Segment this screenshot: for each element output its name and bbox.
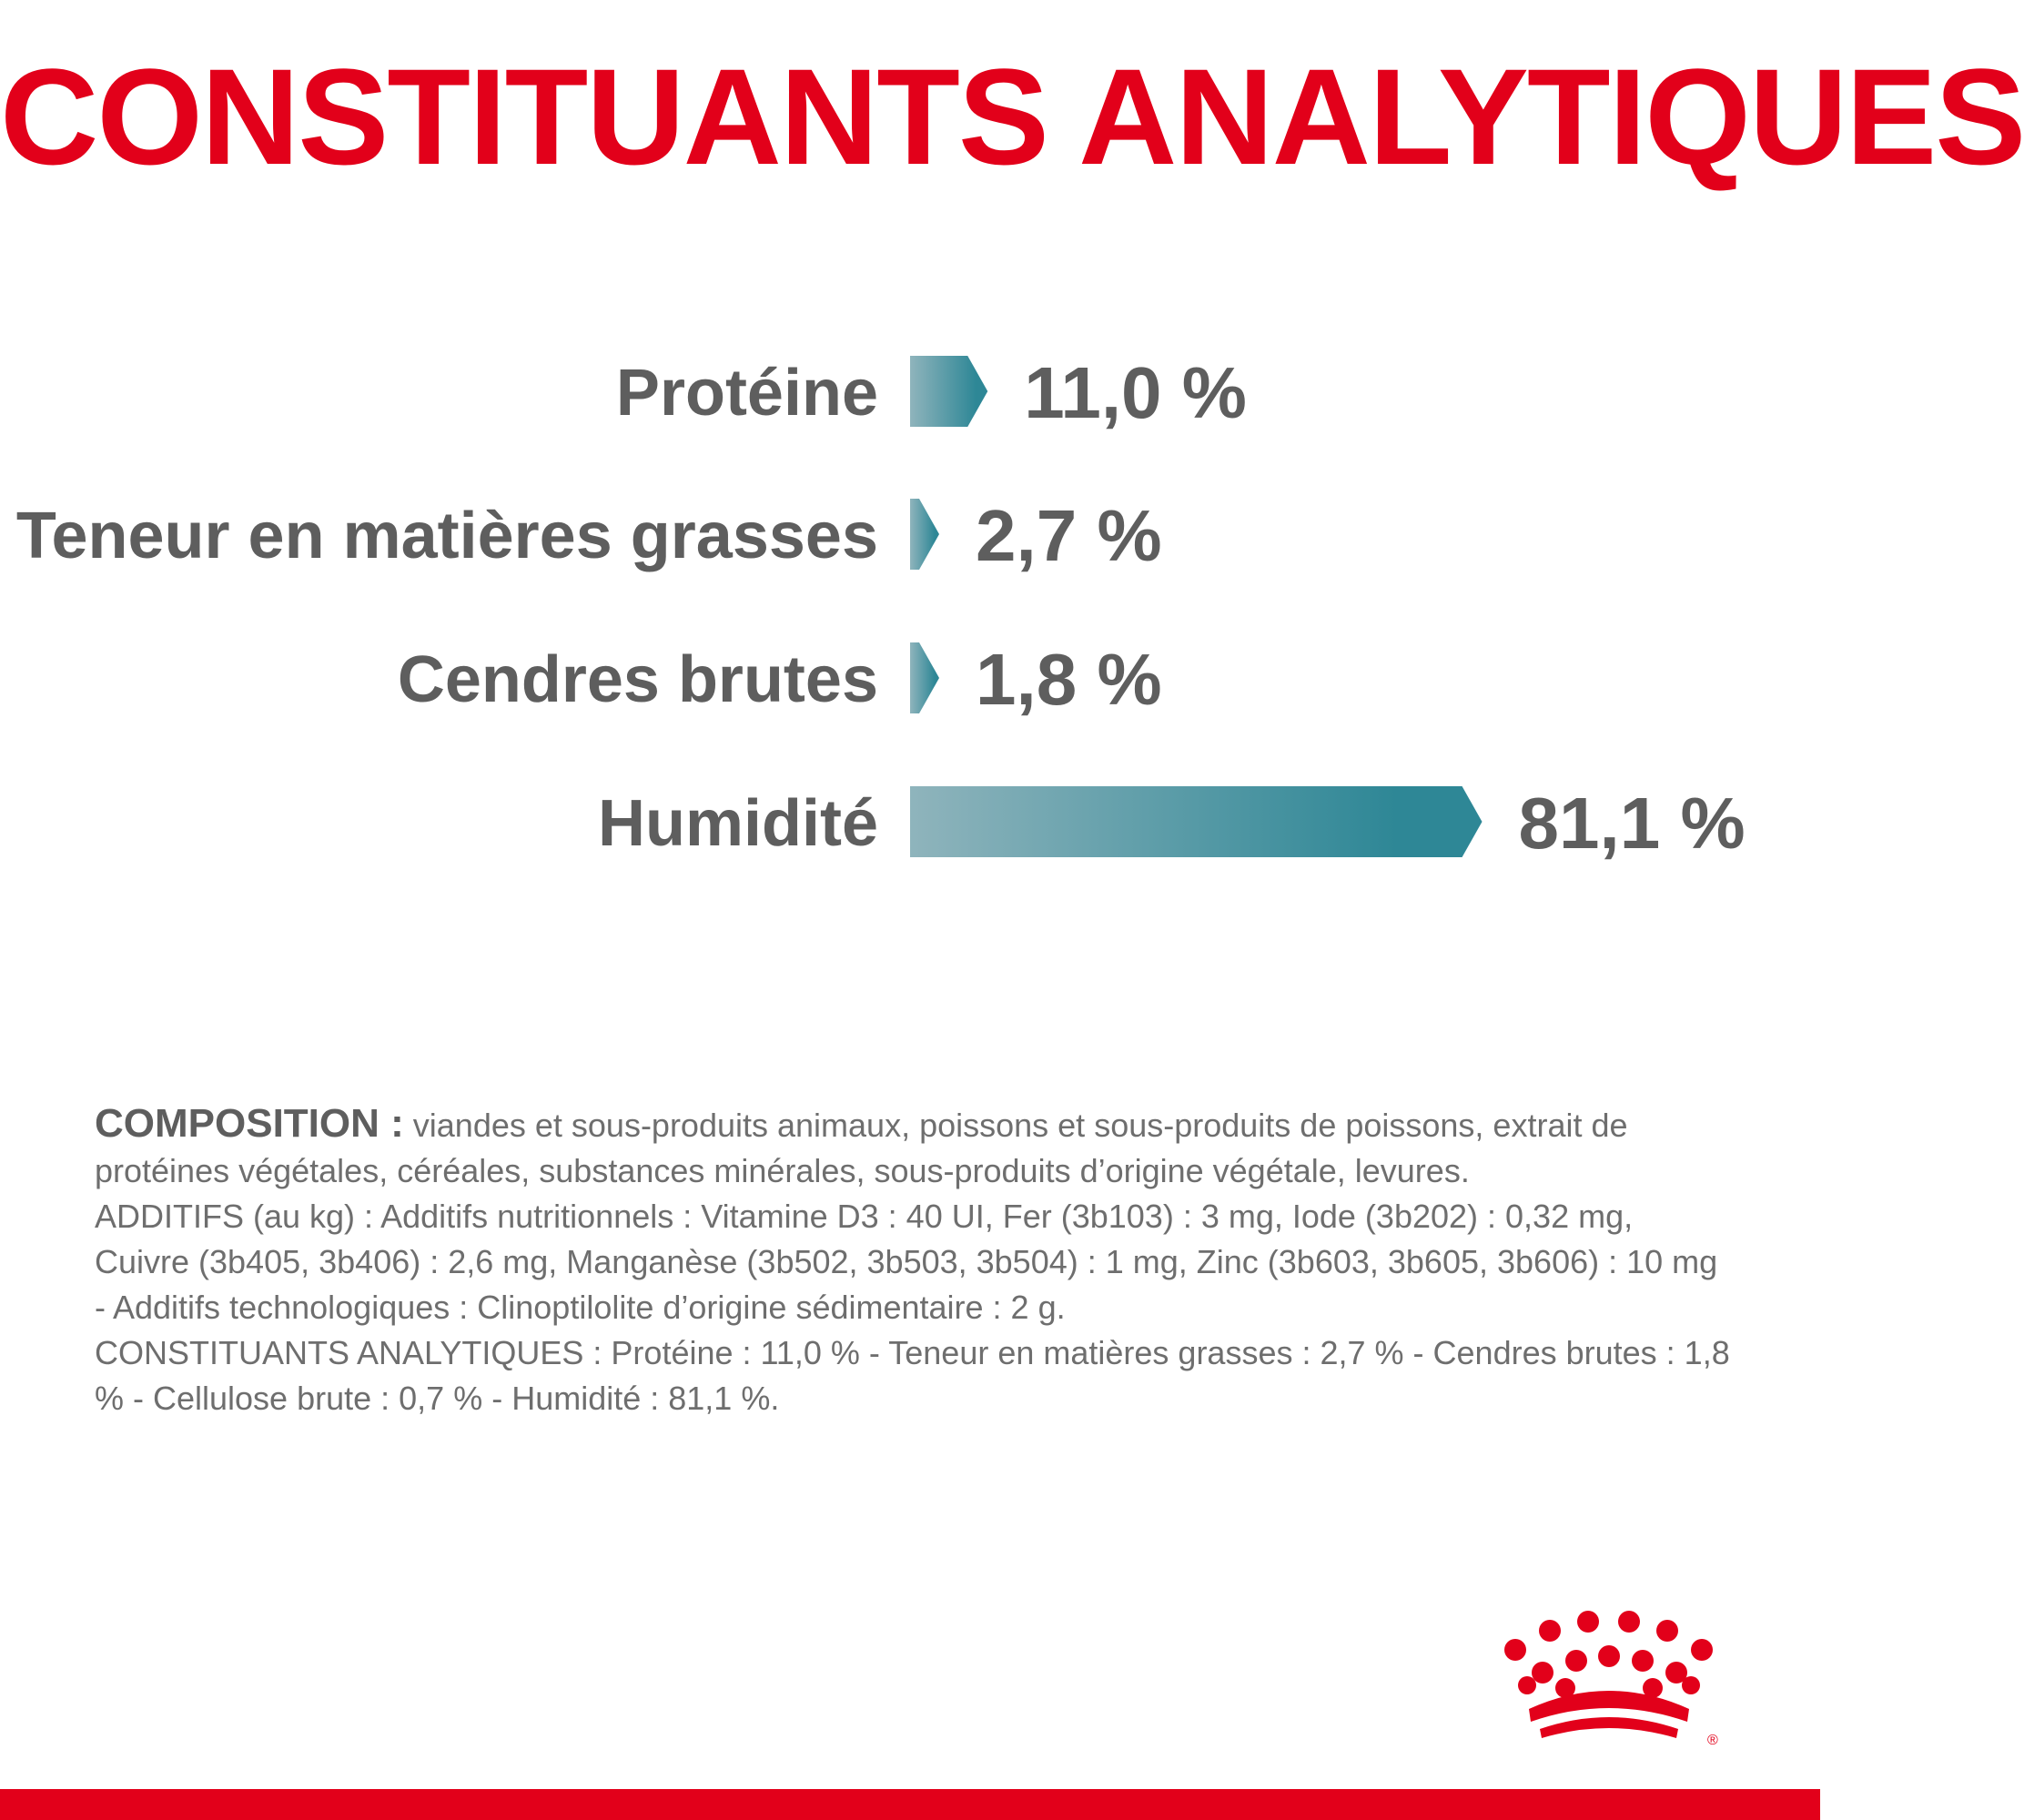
category-label: Humidité [597, 787, 878, 860]
bar [910, 786, 1483, 857]
value-label: 81,1 % [1518, 783, 1746, 864]
registered-mark: ® [1707, 1733, 1718, 1748]
bar [910, 642, 939, 713]
composition-heading: COMPOSITION : [95, 1101, 404, 1146]
category-label: Cendres brutes [397, 643, 878, 716]
value-label: 2,7 % [976, 495, 1162, 576]
bar [910, 356, 987, 427]
category-label: Teneur en matières grasses [15, 500, 878, 572]
bar [910, 499, 939, 570]
category-label: Protéine [615, 357, 878, 430]
value-label: 11,0 % [1024, 352, 1247, 433]
composition-text [95, 1101, 1733, 1421]
footer-band [0, 1789, 1820, 1820]
composition-body: viandes et sous-produits animaux, poissons et sous-produits de poissons, extrait de protéines végétales, céréales, substances minérales, sous-produits d’origine végétale, levures. ADDITIFS (au kg) : Additifs nutritionnels : Vitamine D3 : 40 UI, Fer (3b103) : 3 mg, Iode (3b202) : 0,32 mg, Cuivre (3b405, 3b406) : 2,6 mg, Manganèse (3b502, 3b503, 3b504) : 1 mg, Zinc (3b603, 3b605, 3b606) : 10 mg - Additifs technologiques : Clinoptilolite d’origine sédimentaire : 2 g. CONSTITUANTS ANALYTIQUES : Protéine : 11,0 % - Teneur en matières grasses : 2,7 % - Cendres brutes : 1,8 % - Cellulose brute : 0,7 % - Humidité : 81,1 %. [95, 1107, 1730, 1417]
value-label: 1,8 % [976, 639, 1162, 720]
page-title: CONSTITUANTS ANALYTIQUES [0, 40, 2024, 193]
crown-icon [1493, 1611, 1738, 1747]
